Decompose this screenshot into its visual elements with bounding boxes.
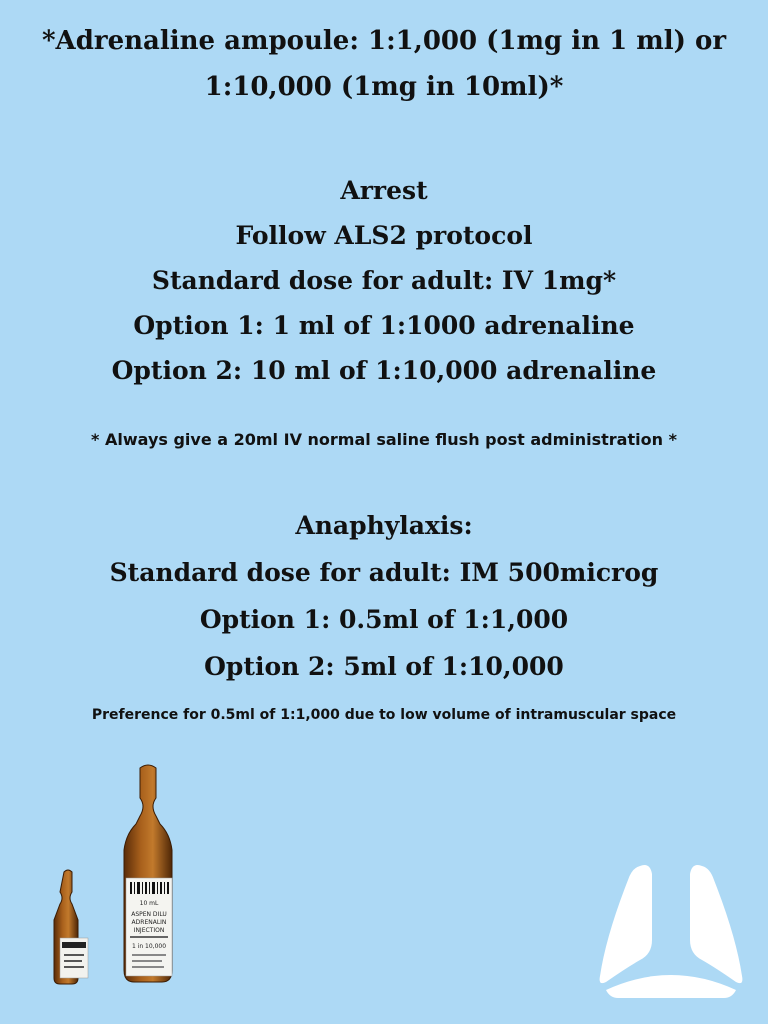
arrest-standard-dose: Standard dose for adult: IV 1mg* [151, 266, 617, 295]
ampoule-label-line-2: ADRENALIN [131, 919, 167, 926]
anaphylaxis-option-1: Option 1: 0.5ml of 1:1,000 [199, 605, 569, 634]
anaphylaxis-section [0, 502, 768, 690]
large-ampoule [124, 765, 172, 982]
ampoule-label-line-1: ASPEN DILU [131, 911, 167, 918]
preference-note-text: Preference for 0.5ml of 1:1,000 due to low volume of intramuscular space [91, 707, 677, 723]
arrest-option-1: Option 1: 1 ml of 1:1000 adrenaline [133, 311, 635, 340]
ampoule-label-line-3: INJECTION [133, 927, 165, 934]
lungs-logo-icon [596, 856, 746, 1006]
arrest-section [0, 168, 768, 393]
flush-note [0, 428, 768, 452]
ampoule-label-line-4: 1 in 10,000 [131, 943, 167, 950]
adrenaline-ampoules-image [40, 760, 200, 1000]
arrest-protocol: Follow ALS2 protocol [235, 221, 533, 250]
header-line-2: 1:10,000 (1mg in 10ml)* [204, 72, 564, 102]
header-line-1: *Adrenaline ampoule: 1:1,000 (1mg in 1 ml) or [41, 26, 727, 56]
ampoule-volume: 10 mL [139, 900, 159, 907]
anaphylaxis-option-2: Option 2: 5ml of 1:10,000 [204, 652, 564, 681]
header-title [0, 18, 768, 110]
small-ampoule [54, 870, 88, 984]
flush-note-text: * Always give a 20ml IV normal saline flush post administration * [91, 430, 677, 449]
anaphylaxis-title: Anaphylaxis: [295, 511, 473, 540]
arrest-option-2: Option 2: 10 ml of 1:10,000 adrenaline [111, 356, 657, 385]
preference-note [0, 704, 768, 726]
anaphylaxis-standard-dose: Standard dose for adult: IM 500microg [109, 558, 659, 587]
arrest-title: Arrest [340, 176, 428, 205]
